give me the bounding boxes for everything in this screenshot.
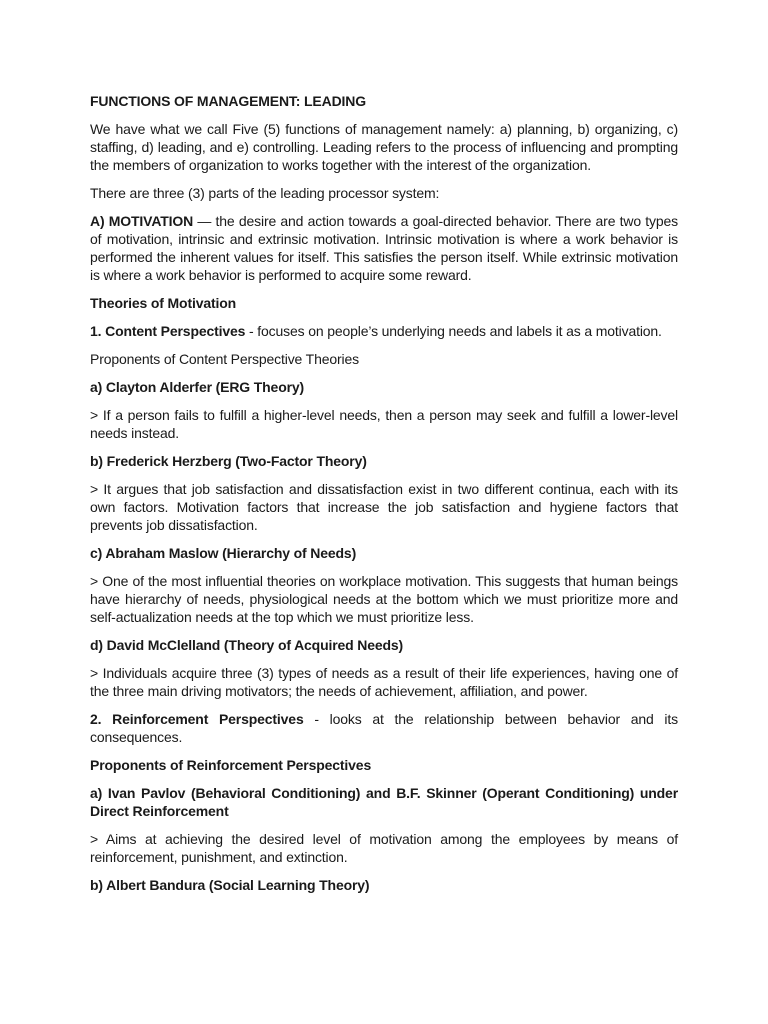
theory-text-maslow: > One of the most influential theories on workplace motivation. This suggests that human beings have hierarchy of needs, physiological needs at the bottom which we must prioritize more and self-actualization needs at the top which we must prioritize less.: [90, 573, 678, 625]
document-page: [90, 92, 678, 904]
theories-heading: Theories of Motivation: [90, 295, 237, 311]
document-title: FUNCTIONS OF MANAGEMENT: LEADING: [90, 93, 366, 109]
motivation-paragraph: [90, 212, 678, 284]
theory-text-mcclelland: > Individuals acquire three (3) types of needs as a result of their life experiences, having one of the three main driving motivators; the needs of achievement, affiliation, and power.: [90, 665, 678, 699]
content-perspectives-label: 1. Content Perspectives: [90, 323, 246, 339]
parts-intro-paragraph: There are three (3) parts of the leading processor system:: [90, 185, 440, 201]
reinforcement-perspectives-label: 2. Reinforcement Perspectives: [90, 711, 304, 727]
theory-heading-alderfer: a) Clayton Alderfer (ERG Theory): [90, 379, 305, 395]
theory-text-alderfer: > If a person fails to fulfill a higher-level needs, then a person may seek and fulfill a lower-level needs instead.: [90, 407, 678, 441]
theory-text-herzberg: > It argues that job satisfaction and dissatisfaction exist in two different continua, each with its own factors. Motivation factors that increase the job satisfaction and hygiene factors that prevents job dissatisfaction.: [90, 481, 678, 533]
content-perspectives-paragraph: [90, 322, 678, 340]
theory-heading-mcclelland: d) David McClelland (Theory of Acquired Needs): [90, 637, 404, 653]
reinforcement-perspectives-text: - looks at the relationship between behavior and its consequences.: [90, 711, 678, 745]
motivation-label: A) MOTIVATION: [90, 213, 194, 229]
theory-heading-herzberg: b) Frederick Herzberg (Two-Factor Theory): [90, 453, 367, 469]
theory-heading-pavlov-skinner: a) Ivan Pavlov (Behavioral Conditioning) and B.F. Skinner (Operant Conditioning) under Direct Reinforcement: [90, 785, 678, 819]
theory-text-pavlov-skinner: > Aims at achieving the desired level of motivation among the employees by means of reinforcement, punishment, and extinction.: [90, 831, 678, 865]
theory-heading-bandura: b) Albert Bandura (Social Learning Theory): [90, 877, 370, 893]
reinforcement-proponents-heading: Proponents of Reinforcement Perspectives: [90, 757, 372, 773]
theory-heading-maslow: c) Abraham Maslow (Hierarchy of Needs): [90, 545, 357, 561]
content-perspectives-text: - focuses on people’s underlying needs and labels it as a motivation.: [245, 323, 662, 339]
intro-paragraph: We have what we call Five (5) functions of management namely: a) planning, b) organizing, c) staffing, d) leading, and e) controlling. Leading refers to the process of influencing and prompting the members of organization to works together with the interest of the organization.: [90, 121, 678, 173]
motivation-text: — the desire and action towards a goal-directed behavior. There are two types of motivation, intrinsic and extrinsic motivation. Intrinsic motivation is where a work behavior is performed the inherent values for itself. This satisfies the person itself. While extrinsic motivation is where a work behavior is performed to acquire some reward.: [90, 213, 678, 283]
reinforcement-perspectives-paragraph: [90, 710, 678, 746]
content-proponents-heading: Proponents of Content Perspective Theories: [90, 351, 359, 367]
